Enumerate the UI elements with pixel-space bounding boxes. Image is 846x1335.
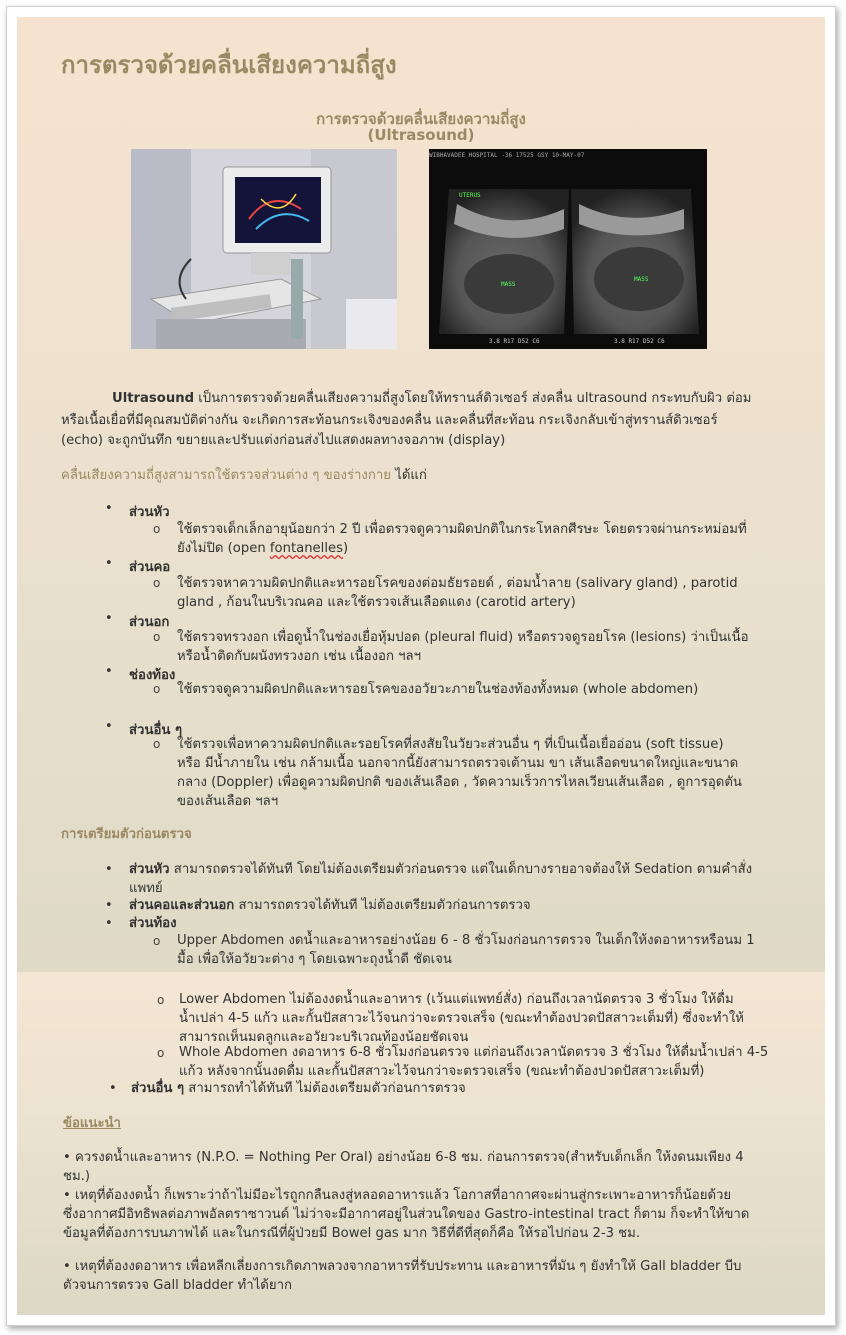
usage-item-other: ส่วนอื่น ๆ: [129, 723, 183, 738]
usage-item-neck: ส่วนคอ: [129, 560, 171, 575]
subtitle-english: (Ultrasound): [367, 126, 475, 144]
page-title: การตรวจด้วยคลื่นเสียงความถี่สูง: [61, 51, 397, 79]
advice-3-line-2: ตัวจนการตรวจ Gall bladder ทำได้ยาก: [63, 1278, 292, 1293]
usage-other-line-4: ของเส้นเลือด ฯลฯ: [177, 794, 279, 809]
intro-lead: Ultrasound: [112, 391, 195, 406]
prep-abdomen: ส่วนท้อง: [129, 916, 177, 931]
usage-other-line-3: กลาง (Doppler) เพื่อดูความผิดปกติ ของเส้นเลือด , วัดความเร็วการไหลเวียนเส้นเลือด , ดูการอุดตัน: [177, 775, 742, 790]
prep-lower-abdomen-line-3: สามารถเห็นมดลูกและอวัยวะบริเวณท้องน้อยชัดเจน: [179, 1030, 469, 1045]
advice-3-line-1: • เหตุที่ต้องงดอาหาร เพื่อหลีกเลี่ยงการเกิดภาพลวงจากอาหารที่รับประทาน และอาหารที่มัน ๆ ยังทำให้ Gall bladder บีบ: [63, 1259, 742, 1274]
prep-whole-abdomen-line-1: Whole Abdomen งดอาหาร 6-8 ชั่วโมงก่อนตรวจ แต่ก่อนถึงเวลานัดตรวจ 3 ชั่วโมง ให้ดื่มน้ำเปล่า 4-5: [179, 1045, 769, 1060]
advice-1-line-1: • ควรงดน้ำและอาหาร (N.P.O. = Nothing Per Oral) อย่างน้อย 6-8 ชม. ก่อนการตรวจ(สำหรับเด็กเล็ก ให้งดนมเพียง 4: [63, 1150, 744, 1165]
usage-other-line-1: ใช้ตรวจเพื่อหาความผิดปกติและรอยโรคที่สงสัยในวัยวะส่วนอื่น ๆ ที่เป็นเนื้อเยื่ออ่อน (soft tissue): [177, 737, 724, 752]
prep-head-line-2: แพทย์: [129, 881, 163, 896]
advice-2-line-1: • เหตุที่ต้องงดน้ำ ก็เพราะว่าถ้าไม่มีอะไรถูกกลืนลงสู่หลอดอาหารแล้ว โอกาสที่อากาศจะผ่านสู่กระเพาะอาหารก็น้อยด้วย: [63, 1188, 732, 1203]
ultrasound-scan-image: [429, 149, 707, 349]
prep-neck-chest: ส่วนคอและส่วนอก สามารถตรวจได้ทันที ไม่ต้องเตรียมตัวก่อนการตรวจ: [129, 898, 531, 913]
prep-upper-abdomen-line-1: Upper Abdomen งดน้ำและอาหารอย่างน้อย 6 - 8 ชั่วโมงก่อนการตรวจ ในเด็กให้งดอาหารหรือนม 1: [177, 933, 755, 948]
scan-footer-left: 3.8 R17 D52 C6: [489, 338, 540, 345]
scan-footer-right: 3.8 R17 D52 C6: [614, 338, 665, 345]
advice-1-line-2: ชม.): [63, 1169, 90, 1184]
intro-line-2: หรือเนื้อเยื่อที่มีคุณสมบัติต่างกัน จะเกิดการสะท้อนกระเจิงของคลื่น และคลื่นที่สะท้อน กระเจิงกลับเข้าสู่ทรานส์ดิวเซอร์: [61, 413, 718, 428]
prep-lower-abdomen-line-2: น้ำเปล่า 4-5 แก้ว และกั้นปัสสาวะไว้จนกว่าจะตรวจเสร็จ (ขณะทำต้องปวดปัสสาวะเต็มที่) ซึ่งจะทำให้: [179, 1011, 744, 1026]
prep-whole-abdomen-line-2: แก้ว หลังจากนั้นงดดื่ม และกั้นปัสสาวะไว้จนกว่าจะตรวจเสร็จ (ขณะทำต้องปวดปัสสาวะเต็มที่): [179, 1064, 705, 1079]
usage-heading: คลื่นเสียงความถี่สูงสามารถใช้ตรวจส่วนต่าง ๆ ของร่างกาย ได้แก่: [61, 468, 427, 483]
subtitle-thai: การตรวจด้วยคลื่นเสียงความถี่สูง: [316, 110, 526, 128]
advice-2-line-3: ข้อมูลที่ต้องการบนภาพได้ และในกรณีที่ผู้ป่วยมี Bowel gas มาก วิธีที่ดีที่สุดก็คือ ให้รอไปก่อน 2-3 ชม.: [63, 1226, 641, 1241]
usage-chest-line-1: ใช้ตรวจทรวงอก เพื่อดูน้ำในช่องเยื่อหุ้มปอด (pleural fluid) หรือตรวจดูรอยโรค (lesions) ว่าเป็นเนื้อ: [177, 630, 749, 645]
page-frame: [6, 6, 836, 1326]
advice-2-line-2: ซึ่งอากาศมีอิทธิพลต่อภาพอัลตราซาวนด์ ไม่ว่าจะมีอากาศอยู่ในส่วนใดของ Gastro-intestinal tract ก็ตาม ก็จะทำให้ขาด: [63, 1207, 750, 1222]
intro-line-1: Ultrasound เป็นการตรวจด้วยคลื่นเสียงความถี่สูงโดยให้ทรานส์ดิวเซอร์ ส่งคลื่น ultrasound กระทบกับผิว ต่อม: [112, 391, 752, 406]
prep-heading: การเตรียมตัวก่อนตรวจ: [61, 827, 192, 842]
usage-head-line-2: ยังไม่ปิด (open fontanelles): [177, 541, 349, 556]
intro-line-3: (echo) จะถูกบันทึก ขยายและปรับแต่งก่อนส่งไปแสดงผลทางจอภาพ (display): [61, 433, 506, 448]
usage-item-chest: ส่วนอก: [129, 615, 170, 630]
usage-head-line-1: ใช้ตรวจเด็กเล็กอายุน้อยกว่า 2 ปี เพื่อตรวจดูความผิดปกติในกระโหลกศีรษะ โดยตรวจผ่านกระหม่อมที่: [177, 522, 747, 537]
prep-head: ส่วนหัว สามารถตรวจได้ทันที โดยไม่ต้องเตรียมตัวก่อนตรวจ แต่ในเด็กบางรายอาจต้องให้ Sedation ตามคำสั่ง: [129, 862, 753, 877]
prep-other: ส่วนอื่น ๆ สามารถทำได้ทันที ไม่ต้องเตรียมตัวก่อนการตรวจ: [131, 1081, 466, 1096]
scan-header-text: WIBHAVADEE HOSPITAL -36 17525 GSY 10-MAY-07: [429, 152, 585, 159]
mass-label-left: MASS: [501, 281, 516, 288]
prep-upper-abdomen-line-2: มื้อ เพื่อให้อวัยวะต่าง ๆ โดยเฉพาะถุงน้ำดี ชัดเจน: [177, 952, 452, 967]
usage-chest-line-2: หรือน้ำติดกับผนังทรวงอก เช่น เนื้องอก ฯลฯ: [177, 649, 422, 664]
uterus-label: UTERUS: [459, 192, 481, 199]
mass-label-right: MASS: [634, 276, 649, 283]
usage-item-abdomen: ช่องท้อง: [129, 668, 176, 683]
advice-heading: ข้อแนะนำ: [63, 1116, 121, 1131]
usage-neck-line-1: ใช้ตรวจหาความผิดปกติและหารอยโรคของต่อมธัยรอยด์ , ต่อมน้ำลาย (salivary gland) , parotid: [177, 576, 738, 591]
usage-other-line-2: หรือ มีน้ำภายใน เช่น กล้ามเนื้อ นอกจากนี้ยังสามารถตรวจเต้านม ขา เส้นเลือดขนาดใหญ่และขนาด: [177, 756, 739, 771]
usage-abdomen-line-1: ใช้ตรวจดูความผิดปกติและหารอยโรคของอวัยวะภายในช่องท้องทั้งหมด (whole abdomen): [177, 682, 699, 697]
usage-item-head: ส่วนหัว: [129, 505, 170, 520]
prep-lower-abdomen-line-1: Lower Abdomen ไม่ต้องงดน้ำและอาหาร (เว้นแต่แพทย์สั่ง) ก่อนถึงเวลานัดตรวจ 3 ชั่วโมง ให้ดื่ม: [179, 992, 734, 1007]
page-content: การตรวจด้วยคลื่นเสียงความถี่สูง การตรวจด้วยคลื่นเสียงความถี่สูง (Ultrasound) WIBHAVADEE HOSPITAL -36 17525 GSY 10-MAY-07 UTERUS MASS MASS 3.8 R17 D52 C6 3.8 R17 D52 C6 Ultrasound เป็นการตรวจด้วยคลื่นเสียงความถี่สูงโดยให้ทรานส์ดิวเซอร์ ส่งคลื่น ultrasound กระทบกับผิว ต่อม หรือเนื้อเยื่อที่มีคุณสมบัติต่างกัน จะเกิดการสะท้อนกระเจิงของคลื่น และคลื่นที่สะท้อน กระเจิงกลับเข้าสู่ทรานส์ดิวเซอร์ (echo) จะถูกบันทึก ขยายและปรับแต่งก่อนส่งไปแสดงผลทางจอภาพ (display) คลื่นเสียงความถี่สูงสามารถใช้ตรวจส่วนต่าง ๆ ของร่างกาย ได้แก่ • ส่วนหัว o ใช้ตรวจเด็กเล็กอายุน้อยกว่า 2 ปี เพื่อตรวจดูความผิดปกติในกระโหลกศีรษะ โดยตรวจผ่านกระหม่อมที่ ยังไม่ปิด (open fontanelles) • ส่วนคอ o ใช้ตรวจหาความผิดปกติและหารอยโรคของต่อมธัยรอยด์ , ต่อมน้ำลาย (salivary gland) , parotid gland , ก้อนในบริเวณคอ และใช้ตรวจเส้นเลือดแดง (carotid artery) • ส่วนอก o ใช้ตรวจทรวงอก เพื่อดูน้ำในช่องเยื่อหุ้มปอด (pleural fluid) หรือตรวจดูรอยโรค (lesions) ว่าเป็นเนื้อ หรือน้ำติดกับผนังทรวงอก เช่น เนื้องอก ฯลฯ • ช่องท้อง o ใช้ตรวจดูความผิดปกติและหารอยโรคของอวัยวะภายในช่องท้องทั้งหมด (whole abdomen) • ส่วนอื่น ๆ o ใช้ตรวจเพื่อหาความผิดปกติและรอยโรคที่สงสัยในวัยวะส่วนอื่น ๆ ที่เป็นเนื้อเยื่ออ่อน (soft tissue) หรือ มีน้ำภายใน เช่น กล้ามเนื้อ นอกจากนี้ยังสามารถตรวจเต้านม ขา เส้นเลือดขนาดใหญ่และขนาด กลาง (Doppler) เพื่อดูความผิดปกติ ของเส้นเลือด , วัดความเร็วการไหลเวียนเส้นเลือด , ดูการอุดตัน ของเส้นเลือด ฯลฯ การเตรียมตัวก่อนตรวจ • ส่วนหัว สามารถตรวจได้ทันที โดยไม่ต้องเตรียมตัวก่อนตรวจ แต่ในเด็กบางรายอาจต้องให้ Sedation ตามคำสั่ง แพทย์ • ส่วนคอและส่วนอก สามารถตรวจได้ทันที ไม่ต้องเตรียมตัวก่อนการตรวจ • ส่วนท้อง o Upper Abdomen งดน้ำและอาหารอย่างน้อย 6 - 8 ชั่วโมงก่อนการตรวจ ในเด็กให้งดอาหารหรือนม 1 มื้อ เพื่อให้อวัยวะต่าง ๆ โดยเฉพาะถุงน้ำดี ชัดเจน o Lower Abdomen ไม่ต้องงดน้ำและอาหาร (เว้นแต่แพทย์สั่ง) ก่อนถึงเวลานัดตรวจ 3 ชั่วโมง ให้ดื่ม น้ำเปล่า 4-5 แก้ว และกั้นปัสสาวะไว้จนกว่าจะตรวจเสร็จ (ขณะทำต้องปวดปัสสาวะเต็มที่) ซึ่งจะทำให้ สามารถเห็นมดลูกและอวัยวะบริเวณท้องน้อยชัดเจน o Whole Abdomen งดอาหาร 6-8 ชั่วโมงก่อนตรวจ แต่ก่อนถึงเวลานัดตรวจ 3 ชั่วโมง ให้ดื่มน้ำเปล่า 4-5 แก้ว หลังจากนั้นงดดื่ม และกั้นปัสสาวะไว้จนกว่าจะตรวจเสร็จ (ขณะทำต้องปวดปัสสาวะเต็มที่) • ส่วนอื่น ๆ สามารถทำได้ทันที ไม่ต้องเตรียมตัวก่อนการตรวจ ข้อแนะนำ • ควรงดน้ำและอาหาร (N.P.O. = Nothing Per Oral) อย่างน้อย 6-8 ชม. ก่อนการตรวจ(สำหรับเด็กเล็ก ให้งดนมเพียง 4 ชม.) • เหตุที่ต้องงดน้ำ ก็เพราะว่าถ้าไม่มีอะไรถูกกลืนลงสู่หลอดอาหารแล้ว โอกาสที่อากาศจะผ่านสู่กระเพาะอาหารก็น้อยด้วย ซึ่งอากาศมีอิทธิพลต่อภาพอัลตราซาวนด์ ไม่ว่าจะมีอากาศอยู่ในส่วนใดของ Gastro-intestinal tract ก็ตาม ก็จะทำให้ขาด ข้อมูลที่ต้องการบนภาพได้ และในกรณีที่ผู้ป่วยมี Bowel gas มาก วิธีที่ดีที่สุดก็คือ ให้รอไปก่อน 2-3 ชม. • เหตุที่ต้องงดอาหาร เพื่อหลีกเลี่ยงการเกิดภาพลวงจากอาหารที่รับประทาน และอาหารที่มัน ๆ ยังทำให้ Gall bladder บีบ ตัวจนการตรวจ Gall bladder ทำได้ยาก: [17, 17, 825, 1315]
usage-neck-line-2: gland , ก้อนในบริเวณคอ และใช้ตรวจเส้นเลือดแดง (carotid artery): [177, 595, 576, 610]
ultrasound-machine-photo: [131, 149, 397, 349]
